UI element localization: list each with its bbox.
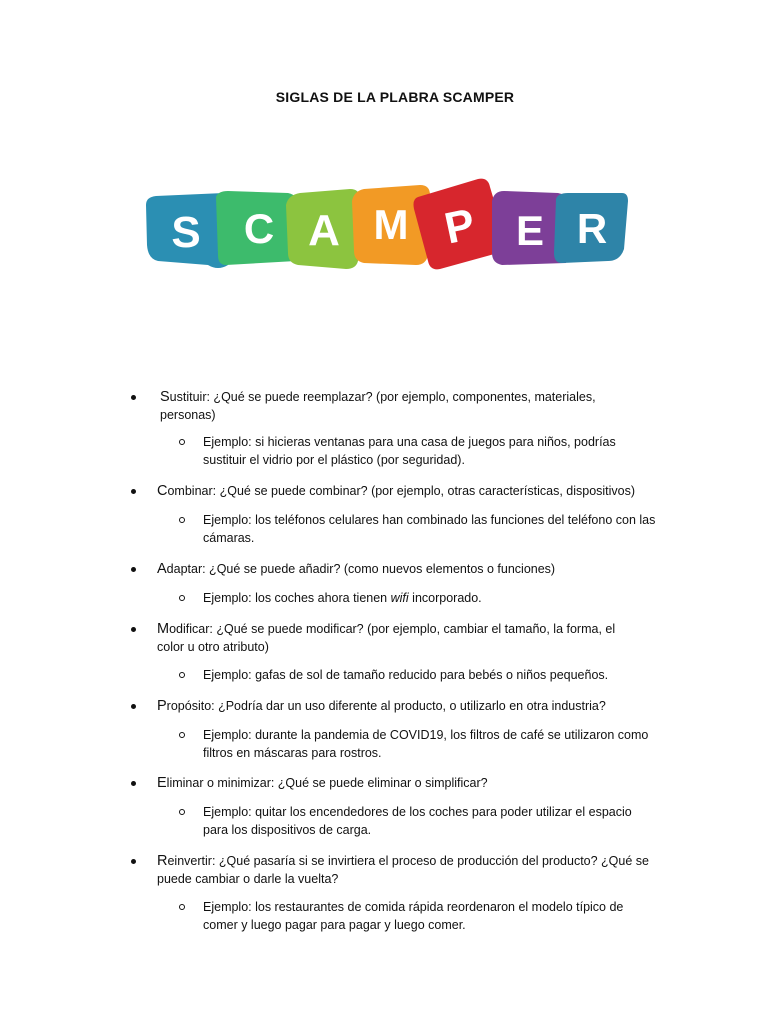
bullet-description: odificar: ¿Qué se puede modificar? (por ejemplo, cambiar el tamaño, la forma, el color u otro atributo)	[157, 622, 616, 654]
example-text: Ejemplo: quitar los encendedores de los coches para poder utilizar el espacio para los dispositivos de carga.	[203, 805, 632, 837]
logo-letter-p: P	[440, 199, 480, 254]
initial-letter: M	[157, 621, 170, 637]
example-text: Ejemplo: los teléfonos celulares han combinado las funciones del teléfono con las cámaras.	[203, 513, 656, 545]
bullet-dot	[131, 567, 136, 572]
bullet-description: ropósito: ¿Podría dar un uso diferente al producto, o utilizarlo en otra industria?	[166, 699, 606, 713]
bullet-text	[157, 620, 637, 656]
example-text: Ejemplo: durante la pandemia de COVID19, los filtros de café se utilizaron como filtros en máscaras para rostros.	[203, 728, 649, 760]
example-text-start: Ejemplo: los coches ahora tienen	[203, 591, 391, 605]
bullet-text	[157, 482, 667, 500]
sub-bullet-dot	[179, 439, 185, 445]
sub-bullet-dot	[179, 595, 185, 601]
bullet-text	[157, 560, 637, 578]
bullet-description: liminar o minimizar: ¿Qué se puede eliminar o simplificar?	[166, 776, 488, 790]
sub-bullet-dot	[179, 672, 185, 678]
logo-letter-m: M	[373, 201, 409, 248]
bullet-dot	[131, 859, 136, 864]
bullet-dot	[131, 627, 136, 632]
bullet-text	[157, 852, 667, 888]
sub-bullet-dot	[179, 904, 185, 910]
logo-letter-s: S	[171, 208, 201, 257]
document-title: SIGLAS DE LA PLABRA SCAMPER	[275, 89, 515, 105]
bullet-description: daptar: ¿Qué se puede añadir? (como nuevos elementos o funciones)	[166, 562, 556, 576]
bullet-text	[160, 388, 640, 424]
initial-letter: C	[157, 483, 168, 499]
example-text: Ejemplo: si hicieras ventanas para una casa de juegos para niños, podrías sustituir el vidrio por el plástico (por seguridad).	[203, 435, 616, 467]
logo-letter-e: E	[515, 207, 545, 254]
example-text-italic: wifi	[390, 591, 409, 605]
bullet-description: ustituir: ¿Qué se puede reemplazar? (por ejemplo, componentes, materiales, personas)	[160, 390, 596, 422]
bullet-text	[157, 697, 667, 715]
initial-letter: E	[157, 775, 167, 791]
bullet-description: einvertir: ¿Qué pasaría si se invirtiera el proceso de producción del producto? ¿Qué se puede cambiar o darle la vuelta?	[157, 854, 649, 886]
initial-letter: A	[157, 561, 167, 577]
example-text: Ejemplo: los restaurantes de comida rápida reordenaron el modelo típico de comer y luego pagar para pagar y luego comer.	[203, 900, 624, 932]
scamper-logo	[138, 175, 632, 275]
bullet-dot	[131, 704, 136, 709]
initial-letter: P	[157, 698, 167, 714]
bullet-description: ombinar: ¿Qué se puede combinar? (por ejemplo, otras características, dispositivos)	[167, 484, 636, 498]
example-text: Ejemplo: gafas de sol de tamaño reducido para bebés o niños pequeños.	[203, 668, 609, 682]
sub-bullet-dot	[179, 517, 185, 523]
bullet-dot	[131, 395, 136, 400]
initial-letter: R	[157, 853, 168, 869]
example-text	[203, 589, 658, 607]
bullet-dot	[131, 489, 136, 494]
logo-letter-r: R	[576, 205, 608, 252]
sub-bullet-dot	[179, 809, 185, 815]
bullet-text	[157, 774, 637, 792]
bullet-dot	[131, 781, 136, 786]
logo-letter-a: A	[308, 206, 340, 255]
example-text-end: incorporado.	[408, 591, 482, 605]
logo-letter-c: C	[243, 205, 275, 252]
sub-bullet-dot	[179, 732, 185, 738]
initial-letter: S	[160, 389, 170, 405]
